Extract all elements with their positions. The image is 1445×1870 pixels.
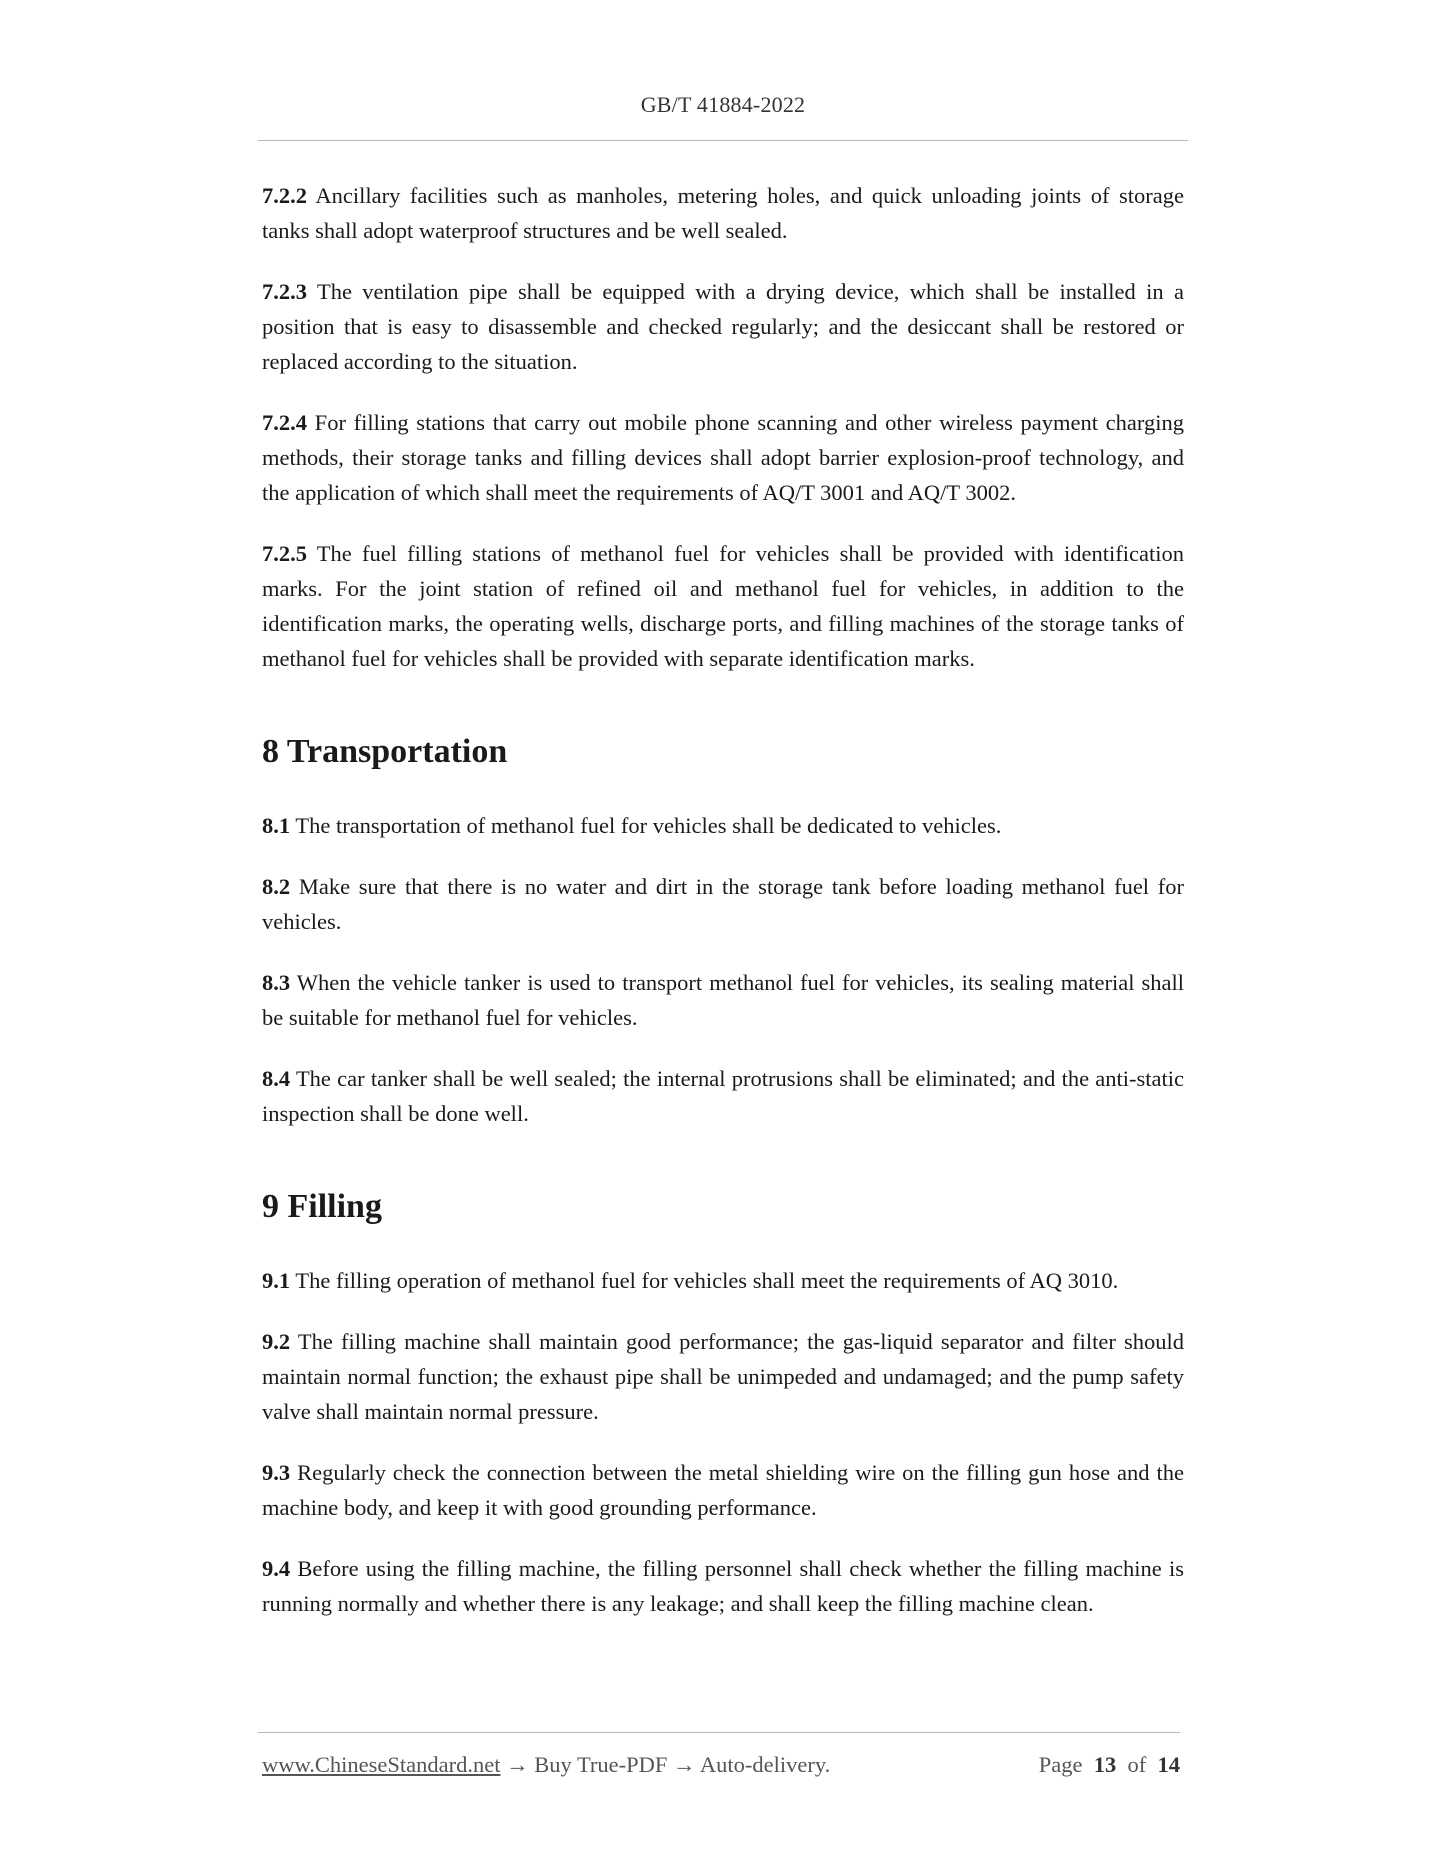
footer-divider xyxy=(258,1732,1180,1733)
clause-9-1 xyxy=(262,1263,1184,1298)
clause-text: The ventilation pipe shall be equipped with a drying device, which shall be installed in a position that is easy to disassemble and checked regularly; and the desiccant shall be restored or replaced according to the situation. xyxy=(262,279,1184,374)
of-word: of xyxy=(1127,1752,1147,1777)
clause-9-2 xyxy=(262,1324,1184,1429)
clause-text: The transportation of methanol fuel for vehicles shall be dedicated to vehicles. xyxy=(290,813,1002,838)
clause-9-4 xyxy=(262,1551,1184,1621)
page-body xyxy=(262,178,1184,1647)
section-heading-transportation: 8 Transportation xyxy=(262,733,508,770)
footer-promo-text: → Buy True-PDF → Auto-delivery. xyxy=(500,1752,831,1777)
page-word: Page xyxy=(1038,1752,1083,1777)
clause-number: 8.3 xyxy=(262,970,291,995)
running-header: GB/T 41884-2022 xyxy=(640,92,806,117)
footer-promo xyxy=(262,1752,830,1778)
clause-7-2-5 xyxy=(262,536,1184,676)
current-page-number: 13 xyxy=(1093,1752,1117,1777)
clause-text: The fuel filling stations of methanol fuel for vehicles shall be provided with identification marks. For the joint station of refined oil and methanol fuel for vehicles, in addition to the identification marks, the operating wells, discharge ports, and filling machines of the storage tanks of methanol fuel for vehicles shall be provided with separate identification marks. xyxy=(262,541,1184,671)
clause-number: 7.2.4 xyxy=(262,410,307,435)
total-page-count: 14 xyxy=(1157,1752,1180,1777)
clause-number: 8.1 xyxy=(262,813,291,838)
page-footer xyxy=(262,1752,1180,1784)
clause-number: 9.2 xyxy=(262,1329,291,1354)
clause-number: 9.4 xyxy=(262,1556,291,1581)
clause-8-4 xyxy=(262,1061,1184,1131)
clause-number: 7.2.3 xyxy=(262,279,307,304)
clause-number: 9.1 xyxy=(262,1268,291,1293)
clause-number: 9.3 xyxy=(262,1460,291,1485)
clause-text: The filling machine shall maintain good performance; the gas-liquid separator and filter should maintain normal function; the exhaust pipe shall be unimpeded and undamaged; and the pump safety valve shall maintain normal pressure. xyxy=(262,1329,1184,1424)
clause-8-1 xyxy=(262,808,1184,843)
clause-number: 7.2.5 xyxy=(262,541,307,566)
clause-text: Before using the filling machine, the filling personnel shall check whether the filling machine is running normally and whether there is any leakage; and shall keep the filling machine clean. xyxy=(262,1556,1184,1616)
clause-text: When the vehicle tanker is used to transport methanol fuel for vehicles, its sealing material shall be suitable for methanol fuel for vehicles. xyxy=(262,970,1184,1030)
website-link[interactable]: www.ChineseStandard.net xyxy=(262,1752,501,1777)
header-divider xyxy=(258,140,1188,141)
clause-text: For filling stations that carry out mobile phone scanning and other wireless payment charging methods, their storage tanks and filling devices shall adopt barrier explosion-proof technology, and the application of which shall meet the requirements of AQ/T 3001 and AQ/T 3002. xyxy=(262,410,1184,505)
clause-8-3 xyxy=(262,965,1184,1035)
clause-text: The car tanker shall be well sealed; the internal protrusions shall be eliminated; and the anti-static inspection shall be done well. xyxy=(262,1066,1184,1126)
clause-number: 7.2.2 xyxy=(262,183,307,208)
clause-7-2-3 xyxy=(262,274,1184,379)
section-heading-filling: 9 Filling xyxy=(262,1188,382,1225)
clause-7-2-2 xyxy=(262,178,1184,248)
clause-text: Ancillary facilities such as manholes, metering holes, and quick unloading joints of storage tanks shall adopt waterproof structures and be well sealed. xyxy=(262,183,1184,243)
clause-9-3 xyxy=(262,1455,1184,1525)
clause-text: Regularly check the connection between the metal shielding wire on the filling gun hose and the machine body, and keep it with good grounding performance. xyxy=(262,1460,1184,1520)
clause-number: 8.2 xyxy=(262,874,291,899)
clause-text: Make sure that there is no water and dirt in the storage tank before loading methanol fuel for vehicles. xyxy=(262,874,1184,934)
clause-number: 8.4 xyxy=(262,1066,291,1091)
clause-8-2 xyxy=(262,869,1184,939)
page-indicator xyxy=(1039,1752,1180,1778)
clause-7-2-4 xyxy=(262,405,1184,510)
clause-text: The filling operation of methanol fuel for vehicles shall meet the requirements of AQ 3010. xyxy=(290,1268,1119,1293)
